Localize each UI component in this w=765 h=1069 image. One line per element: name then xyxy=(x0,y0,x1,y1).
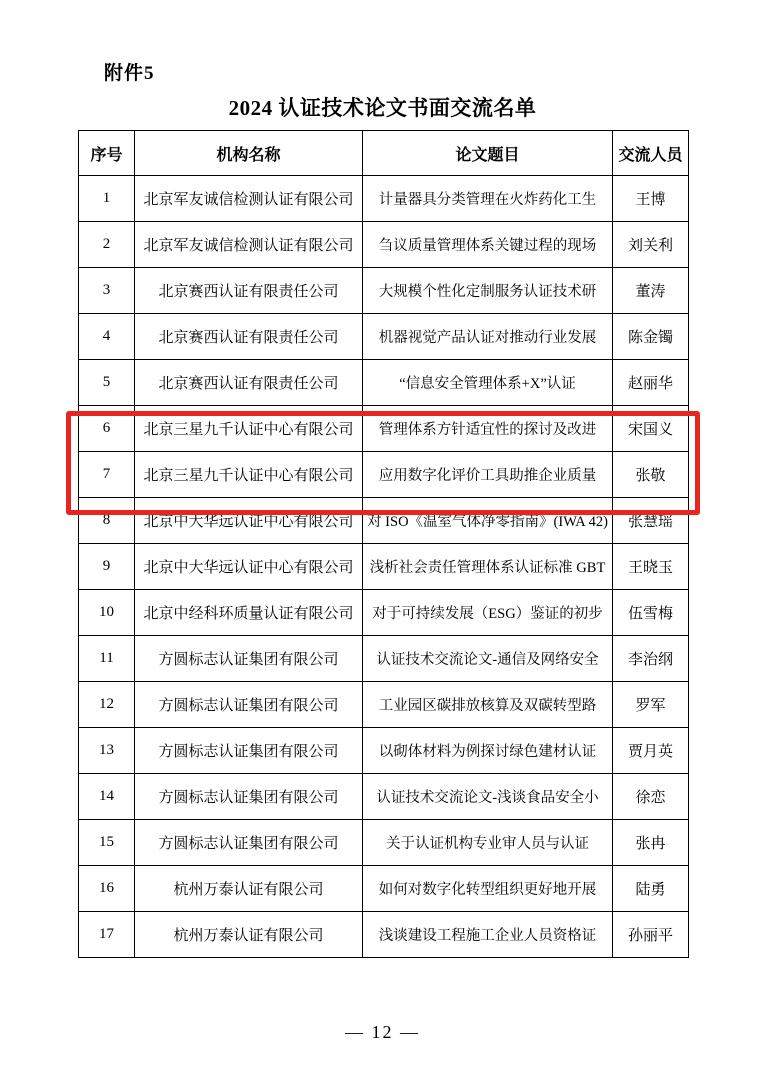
table-row xyxy=(79,314,689,360)
cell-index: 4 xyxy=(79,314,135,360)
cell-paper-title: 认证技术交流论文-浅谈食品安全小 xyxy=(363,774,613,820)
column-header-organization: 机构名称 xyxy=(135,131,363,176)
cell-organization: 方圆标志认证集团有限公司 xyxy=(135,682,363,728)
page-number: — 12 — xyxy=(345,1022,420,1042)
cell-presenter: 陈金镯 xyxy=(613,314,689,360)
cell-paper-title: 对 ISO《温室气体净零指南》(IWA 42) xyxy=(363,498,613,544)
cell-paper-title: 大规模个性化定制服务认证技术研 xyxy=(363,268,613,314)
table-row xyxy=(79,866,689,912)
cell-presenter: 李治纲 xyxy=(613,636,689,682)
cell-presenter: 赵丽华 xyxy=(613,360,689,406)
table-row-highlighted xyxy=(79,452,689,498)
cell-organization: 北京中大华远认证中心有限公司 xyxy=(135,544,363,590)
cell-paper-title: 管理体系方针适宜性的探讨及改进 xyxy=(363,406,613,452)
cell-index: 11 xyxy=(79,636,135,682)
cell-paper-title: 浅谈建设工程施工企业人员资格证 xyxy=(363,912,613,958)
cell-presenter: 王晓玉 xyxy=(613,544,689,590)
cell-paper-title: 机器视觉产品认证对推动行业发展 xyxy=(363,314,613,360)
cell-index: 1 xyxy=(79,176,135,222)
cell-organization: 北京中经科环质量认证有限公司 xyxy=(135,590,363,636)
cell-presenter: 罗军 xyxy=(613,682,689,728)
cell-index: 10 xyxy=(79,590,135,636)
table-row xyxy=(79,360,689,406)
table-body xyxy=(79,176,689,958)
cell-paper-title: 计量器具分类管理在火炸药化工生 xyxy=(363,176,613,222)
cell-index: 9 xyxy=(79,544,135,590)
column-header-presenter: 交流人员 xyxy=(613,131,689,176)
table-row xyxy=(79,682,689,728)
table-row xyxy=(79,912,689,958)
cell-paper-title: 以砌体材料为例探讨绿色建材认证 xyxy=(363,728,613,774)
cell-organization: 方圆标志认证集团有限公司 xyxy=(135,636,363,682)
cell-paper-title: 应用数字化评价工具助推企业质量 xyxy=(363,452,613,498)
cell-organization: 北京军友诚信检测认证有限公司 xyxy=(135,222,363,268)
table-row xyxy=(79,268,689,314)
cell-presenter: 张冉 xyxy=(613,820,689,866)
cell-index: 3 xyxy=(79,268,135,314)
table-row xyxy=(79,222,689,268)
cell-paper-title: 工业园区碳排放核算及双碳转型路 xyxy=(363,682,613,728)
cell-index: 16 xyxy=(79,866,135,912)
cell-presenter: 张敬 xyxy=(613,452,689,498)
column-header-index: 序号 xyxy=(79,131,135,176)
cell-paper-title: 对于可持续发展（ESG）鉴证的初步 xyxy=(363,590,613,636)
table-row xyxy=(79,774,689,820)
cell-presenter: 伍雪梅 xyxy=(613,590,689,636)
table-row xyxy=(79,498,689,544)
cell-presenter: 孙丽平 xyxy=(613,912,689,958)
attachment-label: 附件5 xyxy=(104,63,155,84)
cell-organization: 方圆标志认证集团有限公司 xyxy=(135,820,363,866)
paper-list-table-container xyxy=(78,130,688,958)
cell-index: 7 xyxy=(79,452,135,498)
cell-organization: 北京赛西认证有限责任公司 xyxy=(135,268,363,314)
cell-organization: 北京三星九千认证中心有限公司 xyxy=(135,452,363,498)
cell-paper-title: 如何对数字化转型组织更好地开展 xyxy=(363,866,613,912)
cell-index: 8 xyxy=(79,498,135,544)
table-row xyxy=(79,728,689,774)
cell-index: 12 xyxy=(79,682,135,728)
cell-organization: 北京赛西认证有限责任公司 xyxy=(135,314,363,360)
page-title: 2024 认证技术论文书面交流名单 xyxy=(228,96,537,120)
cell-index: 15 xyxy=(79,820,135,866)
cell-organization: 方圆标志认证集团有限公司 xyxy=(135,774,363,820)
cell-organization: 方圆标志认证集团有限公司 xyxy=(135,728,363,774)
table-row xyxy=(79,820,689,866)
paper-list-table xyxy=(78,130,689,958)
cell-organization: 北京三星九千认证中心有限公司 xyxy=(135,406,363,452)
cell-paper-title: 关于认证机构专业审人员与认证 xyxy=(363,820,613,866)
cell-paper-title: 认证技术交流论文-通信及网络安全 xyxy=(363,636,613,682)
cell-presenter: 宋国义 xyxy=(613,406,689,452)
cell-index: 5 xyxy=(79,360,135,406)
table-row xyxy=(79,544,689,590)
cell-paper-title: 刍议质量管理体系关键过程的现场 xyxy=(363,222,613,268)
cell-index: 17 xyxy=(79,912,135,958)
cell-index: 2 xyxy=(79,222,135,268)
table-header xyxy=(79,131,689,176)
table-row-highlighted xyxy=(79,406,689,452)
cell-index: 13 xyxy=(79,728,135,774)
cell-presenter: 徐恋 xyxy=(613,774,689,820)
cell-paper-title: 浅析社会责任管理体系认证标准 GBT xyxy=(363,544,613,590)
table-row xyxy=(79,636,689,682)
cell-organization: 杭州万泰认证有限公司 xyxy=(135,912,363,958)
cell-presenter: 董涛 xyxy=(613,268,689,314)
table-row xyxy=(79,590,689,636)
column-header-paper-title: 论文题目 xyxy=(363,131,613,176)
cell-paper-title: “信息安全管理体系+X”认证 xyxy=(363,360,613,406)
cell-organization: 杭州万泰认证有限公司 xyxy=(135,866,363,912)
cell-presenter: 张慧瑶 xyxy=(613,498,689,544)
cell-organization: 北京中大华远认证中心有限公司 xyxy=(135,498,363,544)
cell-presenter: 陆勇 xyxy=(613,866,689,912)
cell-presenter: 贾月英 xyxy=(613,728,689,774)
cell-organization: 北京赛西认证有限责任公司 xyxy=(135,360,363,406)
cell-organization: 北京军友诚信检测认证有限公司 xyxy=(135,176,363,222)
cell-presenter: 刘关利 xyxy=(613,222,689,268)
cell-index: 6 xyxy=(79,406,135,452)
cell-index: 14 xyxy=(79,774,135,820)
table-row xyxy=(79,176,689,222)
table-header-row xyxy=(79,131,689,176)
cell-presenter: 王博 xyxy=(613,176,689,222)
